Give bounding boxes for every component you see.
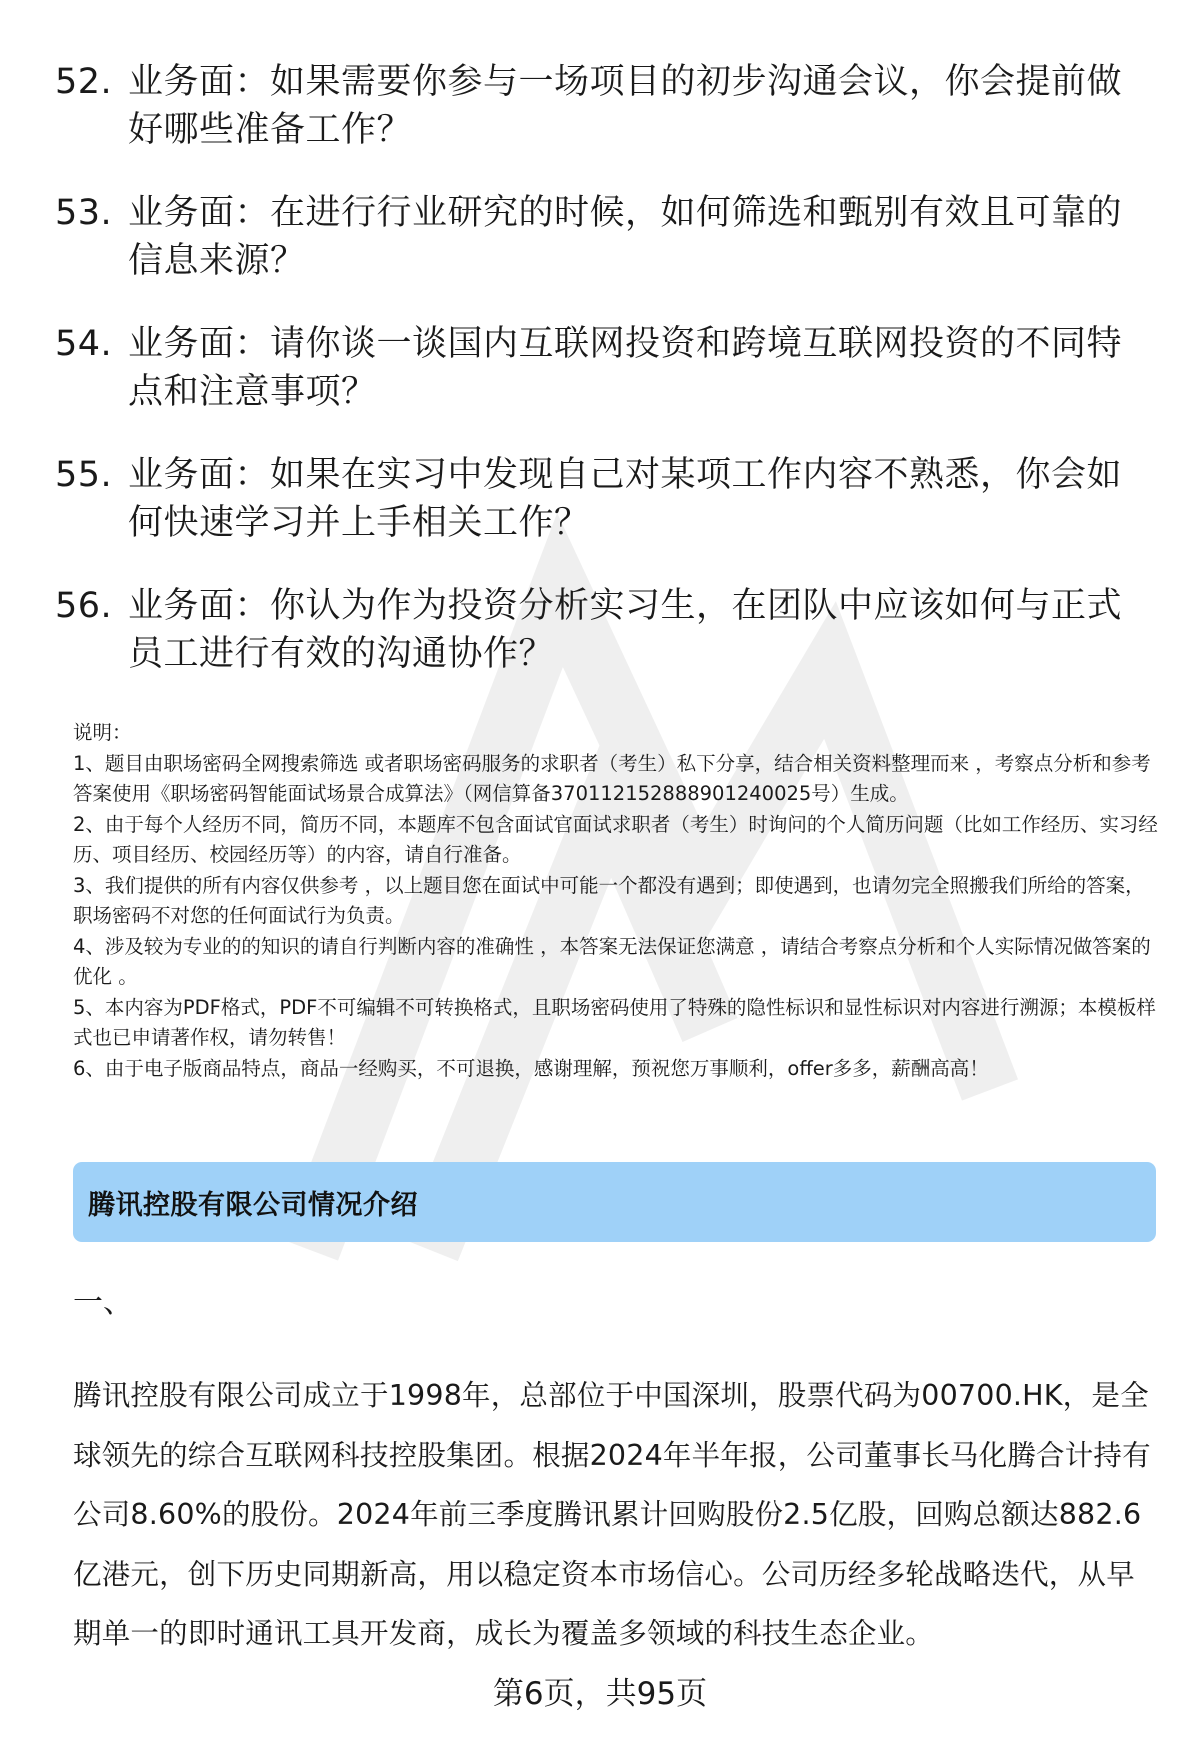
question-number: 55. xyxy=(55,455,113,495)
note-item-2: 2、由于每个人经历不同，简历不同，本题库不包含面试官面试求职者（考生）时询问的个人简历问题（比如工作经历、实习经历、项目经历、校园经历等）的内容，请自行准备。 xyxy=(73,812,1158,866)
note-item-1: 1、题目由职场密码全网搜索筛选 或者职场密码服务的求职者（考生）私下分享，结合相关资料整理而来 ，考察点分析和参考答案使用《职场密码智能面试场景合成算法》（网信算备370112152888901240025号）生成。 xyxy=(73,751,1151,805)
question-item-52 xyxy=(55,58,1145,154)
section-title: 腾讯控股有限公司情况介绍 xyxy=(88,1189,418,1221)
question-item-55 xyxy=(55,451,1145,547)
question-text: 业务面：你认为作为投资分析实习生，在团队中应该如何与正式员工进行有效的沟通协作？ xyxy=(128,586,1123,674)
question-text: 业务面：请你谈一谈国内互联网投资和跨境互联网投资的不同特点和注意事项？ xyxy=(128,324,1123,412)
question-text: 业务面：在进行行业研究的时候，如何筛选和甄别有效且可靠的信息来源？ xyxy=(128,193,1123,281)
note-item-4: 4、涉及较为专业的的知识的请自行判断内容的准确性 ，本答案无法保证您满意 ，请结合考察点分析和个人实际情况做答案的优化 。 xyxy=(73,934,1151,988)
question-text: 业务面：如果在实习中发现自己对某项工作内容不熟悉，你会如何快速学习并上手相关工作？ xyxy=(128,455,1123,543)
section-subheading: 一、 xyxy=(73,1285,133,1320)
page-indicator: 第6页，共95页 xyxy=(492,1676,708,1712)
question-item-54 xyxy=(55,320,1145,416)
question-number: 56. xyxy=(55,586,113,626)
note-item-3: 3、我们提供的所有内容仅供参考 ，以上题目您在面试中可能一个都没有遇到；即使遇到，也请勿完全照搬我们所给的答案，职场密码不对您的任何面试行为负责。 xyxy=(73,873,1145,927)
question-item-56 xyxy=(55,582,1145,678)
question-number: 54. xyxy=(55,324,113,364)
company-intro-paragraph: 腾讯控股有限公司成立于1998年，总部位于中国深圳，股票代码为00700.HK，是全球领先的综合互联网科技控股集团。根据2024年半年报，公司董事长马化腾合计持有公司8.60%的股份。2024年前三季度腾讯累计回购股份2.5亿股，回购总额达882.6亿港元，创下历史同期新高，用以稳定资本市场信心。公司历经多轮战略迭代，从早期单一的即时通讯工具开发商，成长为覆盖多领域的科技生态企业。 xyxy=(73,1379,1151,1650)
notes-heading: 说明： xyxy=(73,721,132,744)
question-text: 业务面：如果需要你参与一场项目的初步沟通会议，你会提前做好哪些准备工作？ xyxy=(128,62,1123,150)
disclaimer-notes xyxy=(73,718,1161,1084)
question-item-53 xyxy=(55,189,1145,285)
note-item-5: 5、本内容为PDF格式，PDF不可编辑不可转换格式，且职场密码使用了特殊的隐性标识和显性标识对内容进行溯源；本模板样式也已申请著作权，请勿转售！ xyxy=(73,995,1156,1049)
question-number: 53. xyxy=(55,193,113,233)
section-banner xyxy=(73,1162,1156,1242)
note-item-6: 6、由于电子版商品特点，商品一经购买，不可退换，感谢理解，预祝您万事顺利，offer多多，薪酬高高！ xyxy=(73,1056,989,1080)
question-number: 52. xyxy=(55,62,113,102)
question-list xyxy=(55,58,1145,713)
